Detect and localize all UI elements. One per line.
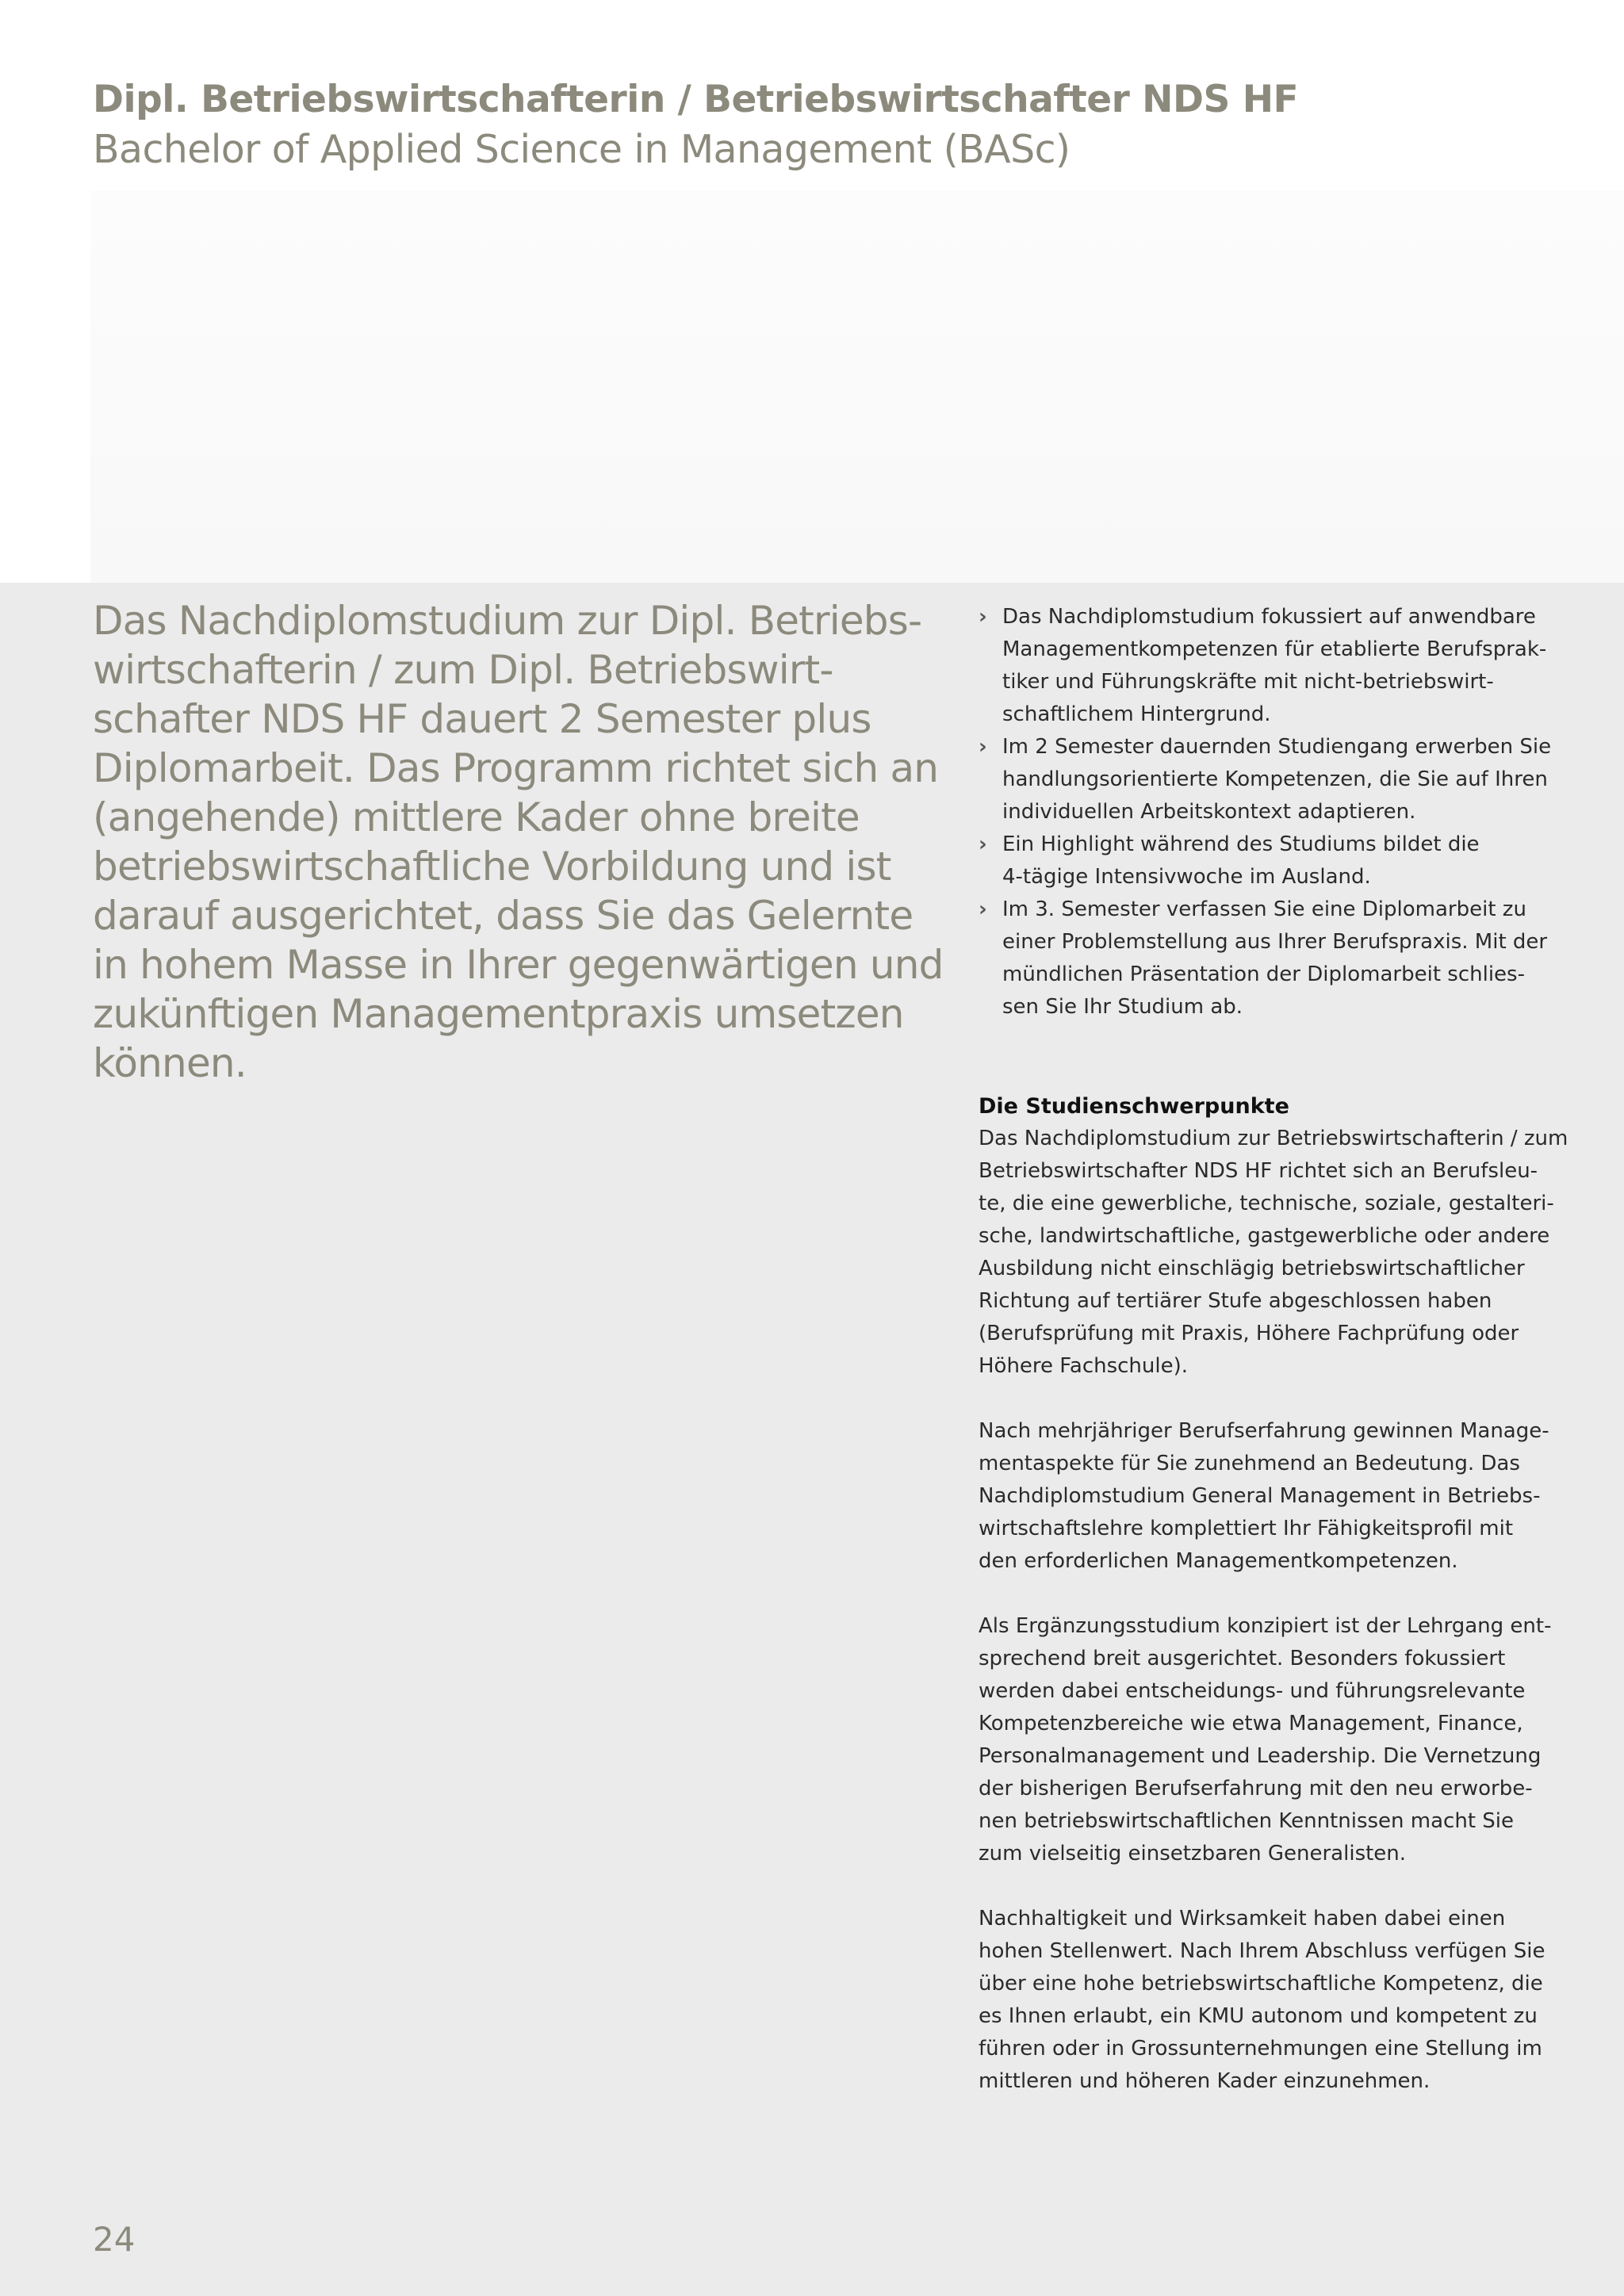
bullet-line: handlungsorientierte Kompetenzen, die Sie auf Ihren <box>1002 767 1548 791</box>
list-item <box>979 828 1534 894</box>
paragraph-line: Nach mehrjähriger Berufserfahrung gewinnen Manage- <box>979 1419 1549 1443</box>
paragraph-line: sprechend breit ausgerichtet. Besonders fokussiert <box>979 1647 1506 1670</box>
bullet-line: individuellen Arbeitskontext adaptieren. <box>1002 800 1416 824</box>
section-heading: Die Studienschwerpunkte <box>979 1094 1289 1119</box>
body-paragraph <box>979 1415 1549 1578</box>
intro-line: wirtschafterin / zum Dipl. Betriebswirt- <box>93 647 833 693</box>
body-paragraph <box>979 1610 1552 1870</box>
intro-line: Das Nachdiplomstudium zur Dipl. Betriebs- <box>93 598 922 644</box>
paragraph-line: werden dabei entscheidungs- und führungsrelevante <box>979 1679 1526 1703</box>
bullet-line: schaftlichem Hintergrund. <box>1002 702 1271 726</box>
list-item <box>979 731 1552 828</box>
key-facts-list <box>979 601 1552 1024</box>
paragraph-line: nen betriebswirtschaftlichen Kenntnissen macht Sie <box>979 1809 1514 1833</box>
bullet-line: sen Sie Ihr Studium ab. <box>1002 995 1243 1019</box>
paragraph-line: Ausbildung nicht einschlägig betriebswirtschaftlicher <box>979 1257 1525 1280</box>
body-paragraph <box>979 1123 1568 1383</box>
paragraph-line: Nachdiplomstudium General Management in Betriebs- <box>979 1484 1541 1508</box>
paragraph-line: über eine hohe betriebswirtschaftliche Kompetenz, die <box>979 1972 1543 1996</box>
paragraph-line: Personalmanagement und Leadership. Die Vernetzung <box>979 1744 1542 1768</box>
right-column <box>979 601 1568 2130</box>
paragraph-line: Betriebswirtschafter NDS HF richtet sich an Berufsleu- <box>979 1159 1538 1183</box>
intro-line: können. <box>93 1040 247 1086</box>
paragraph-line: Richtung auf tertiärer Stufe abgeschlossen haben <box>979 1289 1492 1313</box>
paragraph-line: mentaspekte für Sie zunehmend an Bedeutung. Das <box>979 1452 1520 1475</box>
chevron-right-icon: › <box>979 832 987 856</box>
document-title: Dipl. Betriebswirtschafterin / Betriebswirtschafter NDS HF <box>93 78 1299 121</box>
bullet-line: Ein Highlight während des Studiums bildet die <box>1002 832 1480 856</box>
intro-line: zukünftigen Managementpraxis umsetzen <box>93 991 904 1037</box>
document-subtitle: Bachelor of Applied Science in Management (BASc) <box>93 127 1071 172</box>
intro-line: darauf ausgerichtet, dass Sie das Gelernte <box>93 893 914 939</box>
paragraph-line: Als Ergänzungsstudium konzipiert ist der Lehrgang ent- <box>979 1614 1552 1638</box>
bullet-line: einer Problemstellung aus Ihrer Berufspraxis. Mit der <box>1002 930 1548 954</box>
paragraph-line: hohen Stellenwert. Nach Ihrem Abschluss verfügen Sie <box>979 1939 1545 1963</box>
intro-line: (angehende) mittlere Kader ohne breite <box>93 794 860 840</box>
bullet-line: 4-tägige Intensivwoche im Ausland. <box>1002 865 1371 889</box>
paragraph-line: Nachhaltigkeit und Wirksamkeit haben dabei einen <box>979 1907 1506 1931</box>
paragraph-line: (Berufsprüfung mit Praxis, Höhere Fachprüfung oder <box>979 1322 1519 1345</box>
chevron-right-icon: › <box>979 735 987 759</box>
paragraph-line: Kompetenzbereiche wie etwa Management, Finance, <box>979 1712 1523 1735</box>
bullet-line: Im 3. Semester verfassen Sie eine Diplomarbeit zu <box>1002 897 1526 921</box>
paragraph-line: wirtschaftslehre komplettiert Ihr Fähigkeitsprofil mit <box>979 1517 1514 1540</box>
bullet-line: Das Nachdiplomstudium fokussiert auf anwendbare <box>1002 605 1536 629</box>
paragraph-line: te, die eine gewerbliche, technische, soziale, gestalteri- <box>979 1192 1554 1215</box>
paragraph-line: zum vielseitig einsetzbaren Generalisten. <box>979 1842 1407 1866</box>
bullet-line: tiker und Führungskräfte mit nicht-betriebswirt- <box>1002 670 1494 694</box>
page-number: 24 <box>93 2220 136 2259</box>
paragraph-line: sche, landwirtschaftliche, gastgewerbliche oder andere <box>979 1224 1550 1248</box>
paragraph-line: mittleren und höheren Kader einzunehmen. <box>979 2069 1431 2093</box>
header-image-area <box>90 190 1624 583</box>
intro-line: betriebswirtschaftliche Vorbildung und ist <box>93 844 891 890</box>
paragraph-line: der bisherigen Berufserfahrung mit den neu erworbe- <box>979 1777 1533 1800</box>
bullet-line: Im 2 Semester dauernden Studiengang erwerben Sie <box>1002 735 1552 759</box>
intro-paragraph <box>93 596 944 1088</box>
paragraph-line: es Ihnen erlaubt, ein KMU autonom und kompetent zu <box>979 2004 1538 2028</box>
chevron-right-icon: › <box>979 897 987 921</box>
list-item <box>979 601 1547 731</box>
paragraph-line: Höhere Fachschule). <box>979 1354 1189 1378</box>
intro-line: in hohem Masse in Ihrer gegenwärtigen und <box>93 942 944 988</box>
paragraph-line: Das Nachdiplomstudium zur Betriebswirtschafterin / zum <box>979 1127 1568 1150</box>
intro-line: Diplomarbeit. Das Programm richtet sich an <box>93 745 939 791</box>
bullet-line: mündlichen Präsentation der Diplomarbeit schlies- <box>1002 962 1525 986</box>
intro-line: schafter NDS HF dauert 2 Semester plus <box>93 696 871 742</box>
bullet-line: Managementkompetenzen für etablierte Berufsprak- <box>1002 637 1547 661</box>
paragraph-line: führen oder in Grossunternehmungen eine Stellung im <box>979 2037 1542 2061</box>
body-paragraph <box>979 1903 1545 2098</box>
paragraph-line: den erforderlichen Managementkompetenzen. <box>979 1549 1458 1573</box>
chevron-right-icon: › <box>979 605 987 629</box>
list-item <box>979 894 1548 1024</box>
